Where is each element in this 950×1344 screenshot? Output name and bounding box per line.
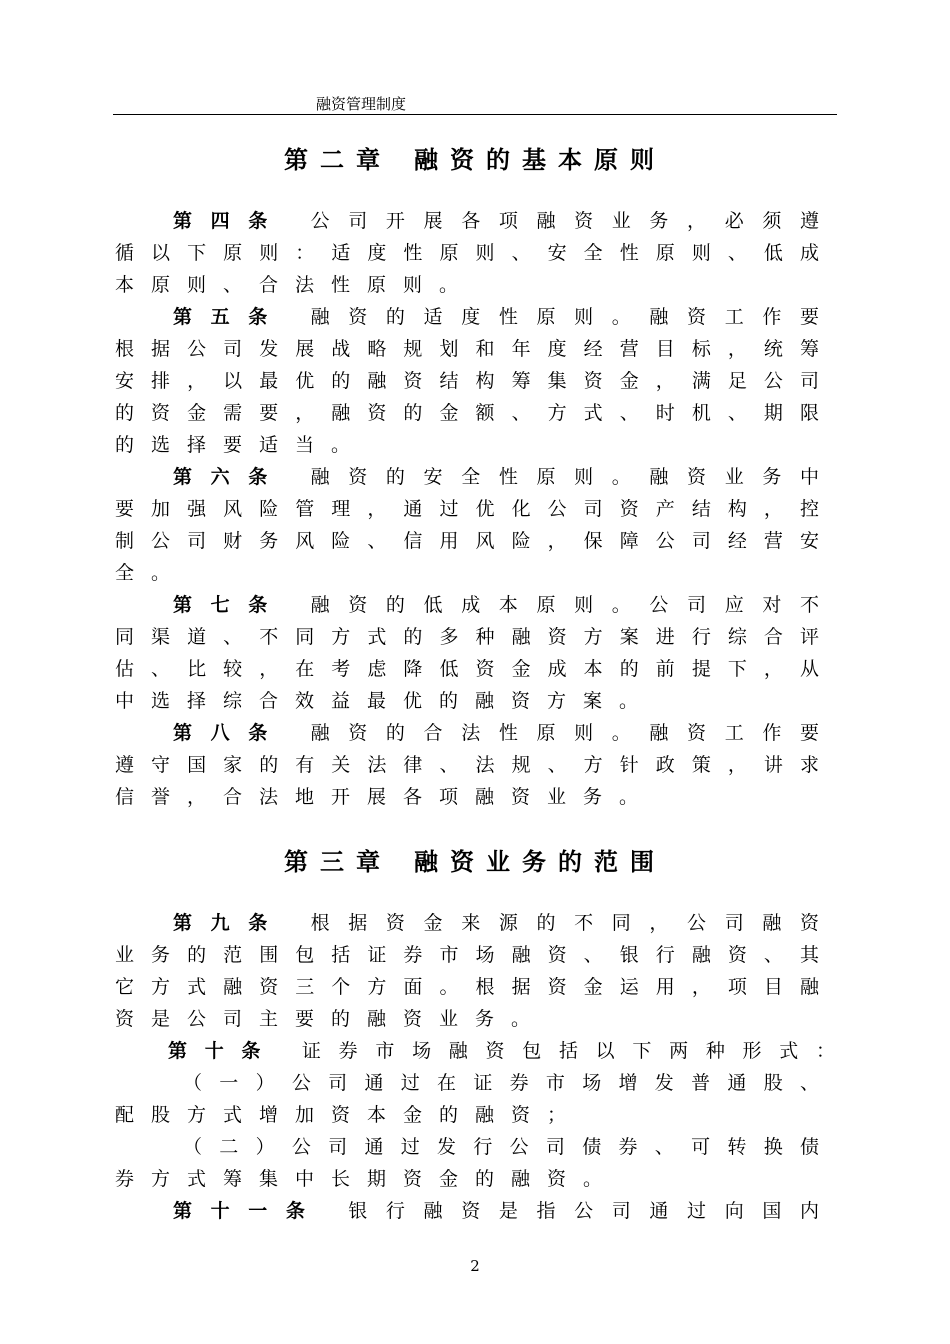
article-4-line-1: [173, 205, 819, 237]
page-number: 2: [470, 1257, 480, 1275]
article-5-text-1: 融资的适度性原则。融资工作要: [310, 306, 819, 328]
article-8-label: 第八条: [173, 722, 286, 744]
article-5-line-1: [173, 301, 819, 333]
chapter-2-title: 融资的基本原则: [414, 146, 666, 174]
chapter-2-heading: [113, 140, 837, 175]
running-header: 融资管理制度: [316, 95, 407, 113]
article-4-line-2: 循以下原则：适度性原则、安全性原则、低成: [115, 242, 819, 264]
header-divider: [113, 114, 837, 115]
chapter-3-title: 融资业务的范围: [414, 848, 666, 876]
article-8-line-2: 遵守国家的有关法律、法规、方针政策，讲求: [115, 754, 819, 776]
article-7-line-2: 同渠道、不同方式的多种融资方案进行综合评: [115, 626, 819, 648]
article-10-item-2-line-1: （二）公司通过发行公司债券、可转换债: [183, 1136, 819, 1158]
article-5-line-5: 的选择要适当。: [115, 434, 368, 456]
article-10-item-2-line-2: 券方式筹集中长期资金的融资。: [115, 1168, 620, 1190]
article-6-line-3: 制公司财务风险、信用风险，保障公司经营安: [115, 530, 819, 552]
article-5-line-3: 安排，以最优的融资结构筹集资金，满足公司: [115, 370, 819, 392]
article-8-line-1: [173, 717, 819, 749]
article-9-line-3: 它方式融资三个方面。根据资金运用，项目融: [115, 976, 819, 998]
article-7-label: 第七条: [173, 594, 286, 616]
article-9-label: 第九条: [173, 912, 286, 934]
article-11-line-1: [173, 1195, 819, 1227]
article-4-label: 第四条: [173, 210, 286, 232]
article-5-line-4: 的资金需要，融资的金额、方式、时机、期限: [115, 402, 819, 424]
article-4-line-3: 本原则、合法性原则。: [115, 274, 476, 296]
article-11-text-1: 银行融资是指公司通过向国内: [348, 1200, 819, 1222]
article-10-item-1-line-2: 配股方式增加资本金的融资；: [115, 1104, 584, 1126]
article-8-text-1: 融资的合法性原则。融资工作要: [310, 722, 819, 744]
article-8-line-3: 信誉，合法地开展各项融资业务。: [115, 786, 656, 808]
article-6-text-1: 融资的安全性原则。融资业务中: [310, 466, 819, 488]
article-10-label: 第十条: [168, 1040, 279, 1062]
article-10-text-1: 证券市场融资包括以下两种形式：: [301, 1040, 835, 1062]
article-6-line-4: 全。: [115, 562, 188, 584]
article-7-line-1: [173, 589, 819, 621]
article-10-item-1-line-1: （一）公司通过在证券市场增发普通股、: [183, 1072, 819, 1094]
article-9-line-2: 业务的范围包括证券市场融资、银行融资、其: [115, 944, 819, 966]
article-9-line-4: 资是公司主要的融资业务。: [115, 1008, 548, 1030]
article-9-line-1: [173, 907, 819, 939]
article-5-label: 第五条: [173, 306, 286, 328]
chapter-3-heading: [113, 842, 837, 877]
article-6-line-1: [173, 461, 819, 493]
article-4-text-1: 公司开展各项融资业务，必须遵: [310, 210, 819, 232]
article-6-label: 第六条: [173, 466, 286, 488]
article-10-line-1: [168, 1035, 835, 1067]
article-9-text-1: 根据资金来源的不同，公司融资: [310, 912, 819, 934]
chapter-2-number: 第二章: [284, 146, 392, 174]
article-7-text-1: 融资的低成本原则。公司应对不: [310, 594, 819, 616]
article-11-label: 第十一条: [173, 1200, 324, 1222]
article-5-line-2: 根据公司发展战略规划和年度经营目标，统筹: [115, 338, 819, 360]
article-7-line-3: 估、比较，在考虑降低资金成本的前提下，从: [115, 658, 819, 680]
article-7-line-4: 中选择综合效益最优的融资方案。: [115, 690, 656, 712]
chapter-3-number: 第三章: [284, 848, 392, 876]
article-6-line-2: 要加强风险管理，通过优化公司资产结构，控: [115, 498, 819, 520]
